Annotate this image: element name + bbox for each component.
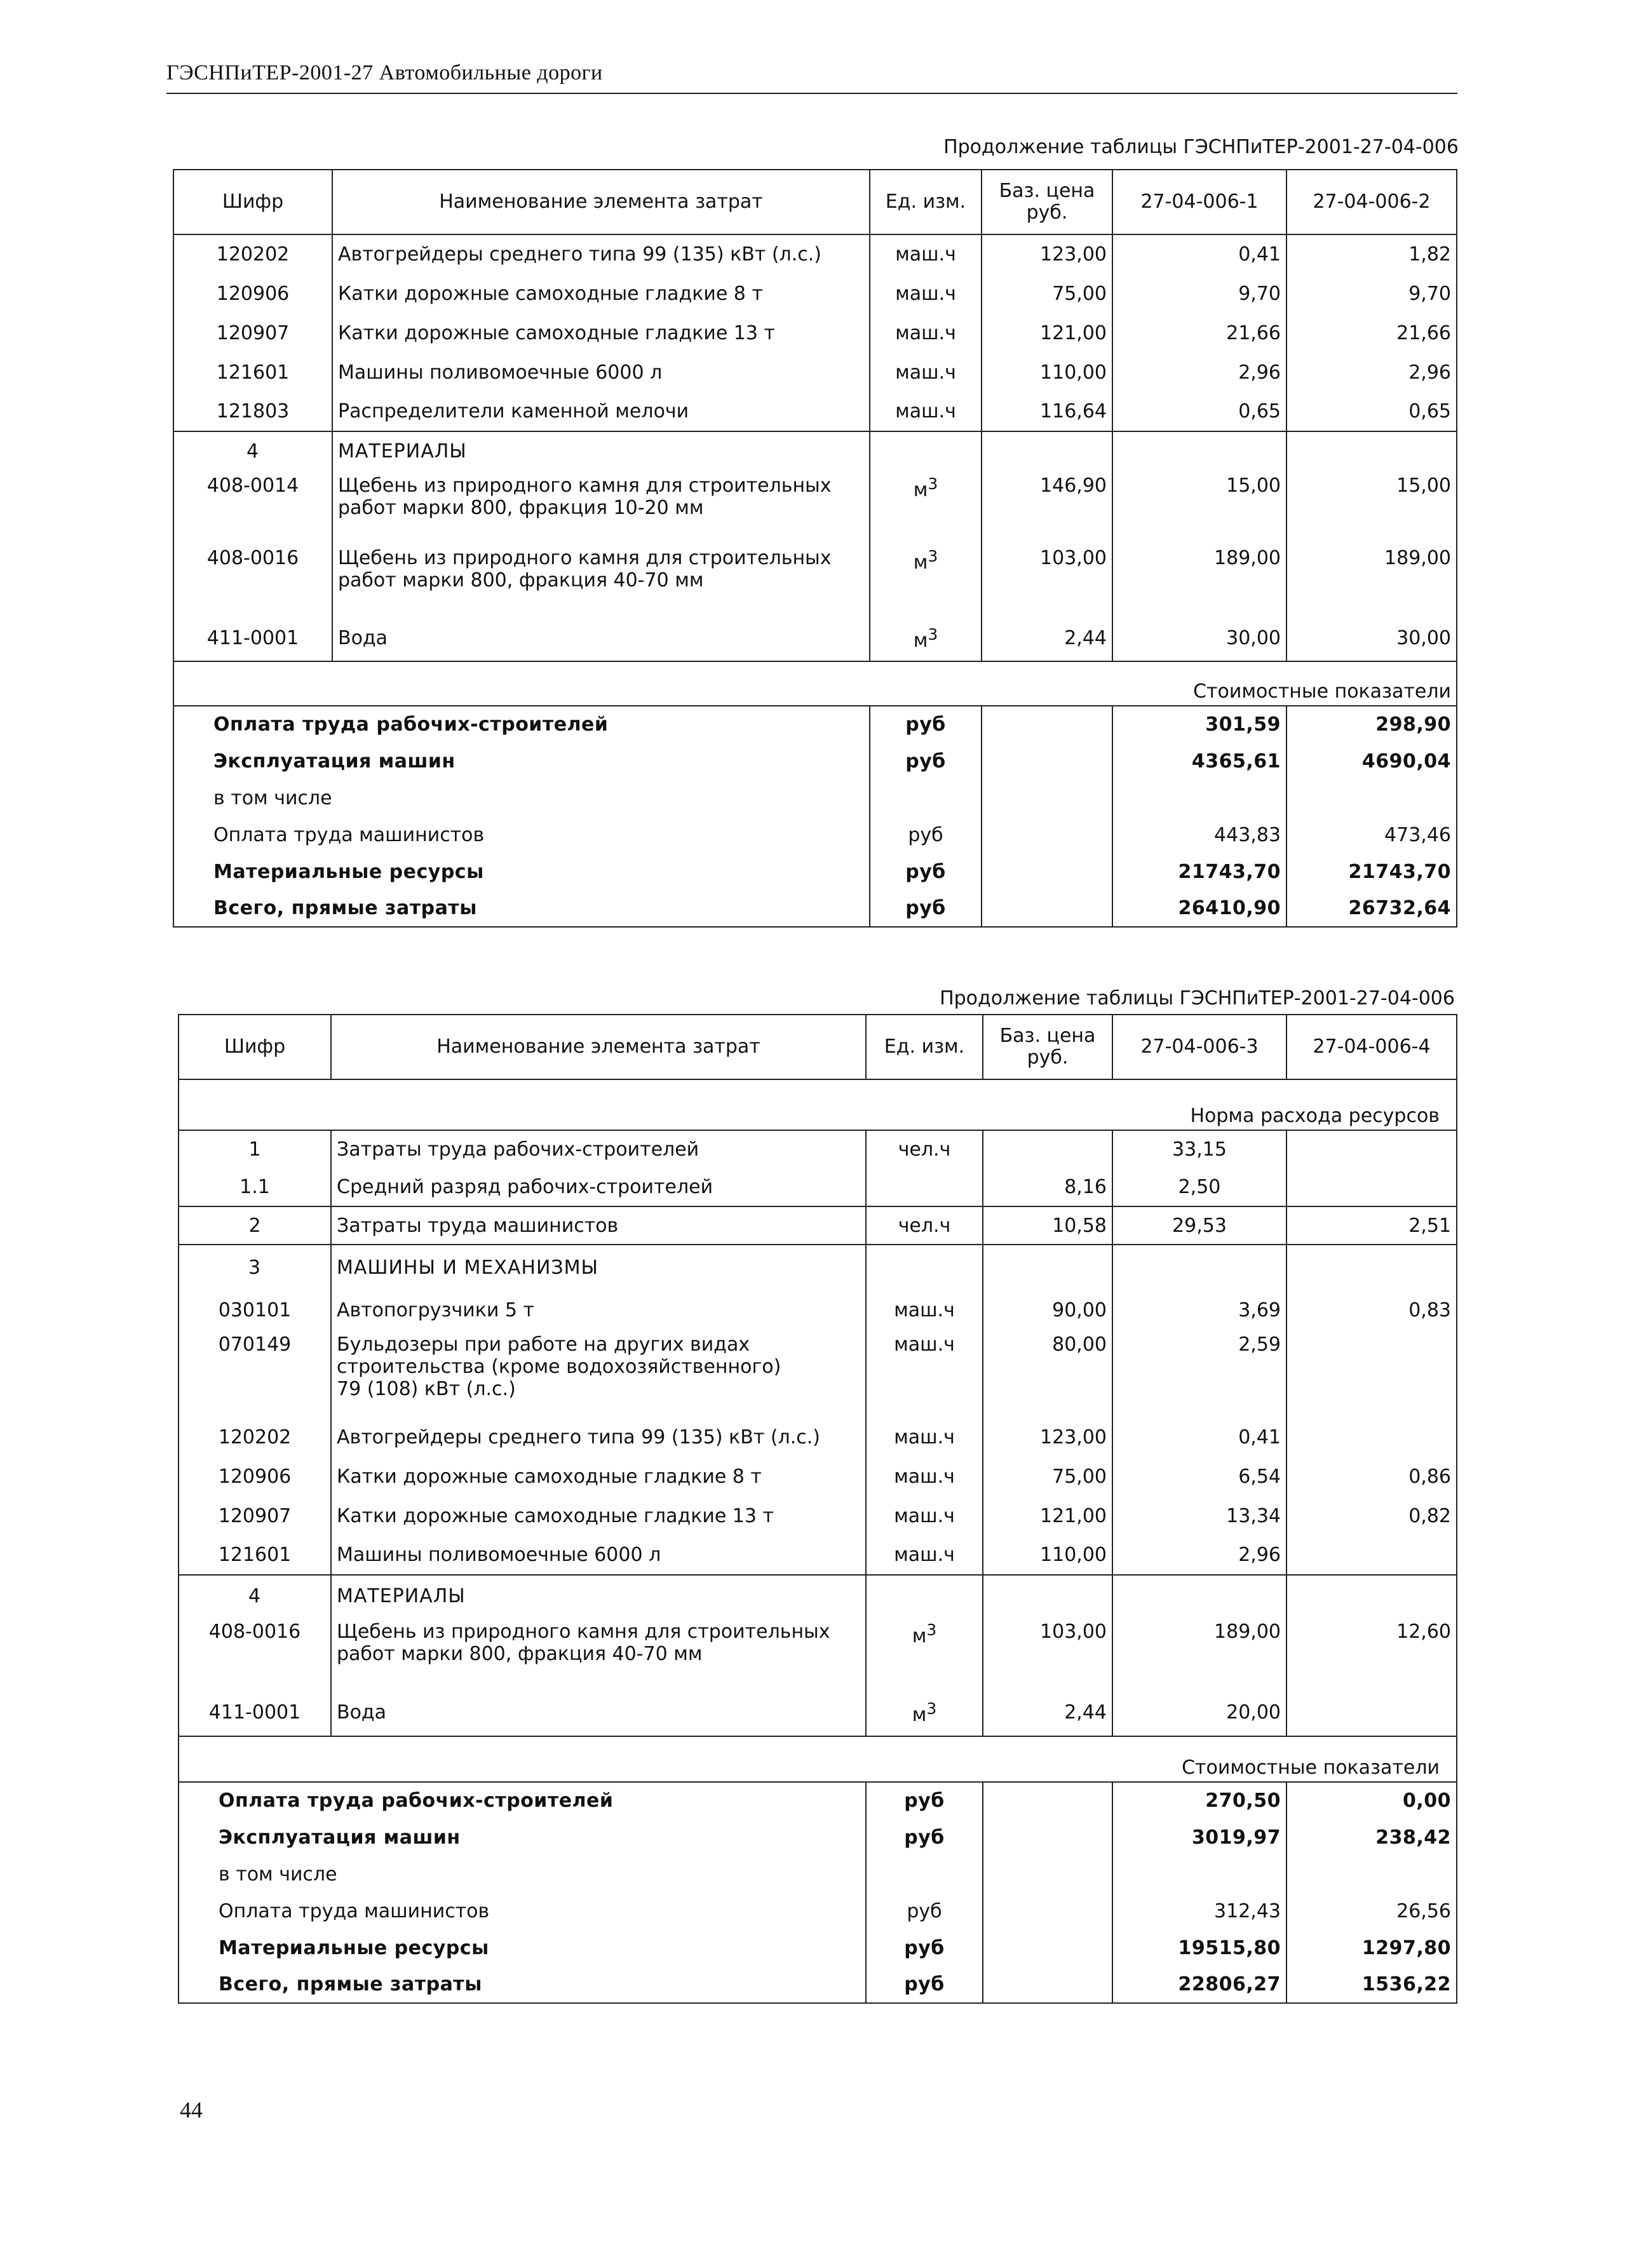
row-value-2: 9,70 bbox=[1286, 274, 1457, 313]
row-code: 120907 bbox=[179, 1496, 331, 1536]
header-col1: 27-04-006-1 bbox=[1112, 170, 1286, 234]
row-code: 070149 bbox=[179, 1330, 331, 1417]
section-row bbox=[179, 1245, 1457, 1290]
section-title: МАТЕРИАЛЫ bbox=[331, 1575, 866, 1617]
header-col1: 27-04-006-3 bbox=[1112, 1015, 1286, 1079]
cost-value-2: 0,00 bbox=[1286, 1782, 1457, 1819]
cost-value-1: 270,50 bbox=[1112, 1782, 1286, 1819]
cost-unit: руб bbox=[870, 706, 982, 743]
cost-label: Оплата труда рабочих-строителей bbox=[179, 1782, 866, 1819]
table-header-row bbox=[173, 170, 1457, 234]
row-price bbox=[983, 1130, 1112, 1168]
page-number: 44 bbox=[180, 2097, 203, 2123]
cost-row bbox=[173, 853, 1457, 890]
header-rule bbox=[166, 93, 1457, 94]
row-value-1: 189,00 bbox=[1112, 1617, 1286, 1689]
section-row bbox=[173, 431, 1457, 471]
header-price: Баз. цена руб. bbox=[982, 170, 1112, 234]
row-code: 408-0014 bbox=[173, 471, 332, 543]
cost-value-1: 22806,27 bbox=[1112, 1966, 1286, 2003]
row-code: 411-0001 bbox=[173, 616, 332, 661]
row-unit: маш.ч bbox=[866, 1417, 983, 1457]
row-unit: $м^3$ bbox=[866, 1689, 983, 1736]
row-value-2: 0,86 bbox=[1286, 1457, 1457, 1496]
row-price: 121,00 bbox=[983, 1496, 1112, 1536]
row-name: Средний разряд рабочих-строителей bbox=[331, 1168, 866, 1206]
row-code: 030101 bbox=[179, 1290, 331, 1330]
row-name-line-2: работ марки 800, фракция 10-20 мм bbox=[338, 497, 704, 519]
row-name: Катки дорожные самоходные гладкие 13 т bbox=[331, 1496, 866, 1536]
section-row bbox=[179, 1575, 1457, 1617]
row-value-1: 21,66 bbox=[1112, 313, 1286, 353]
row-value-2: 21,66 bbox=[1286, 313, 1457, 353]
section-code: 4 bbox=[179, 1575, 331, 1617]
header-unit: Ед. изм. bbox=[866, 1015, 983, 1079]
row-price: 121,00 bbox=[982, 313, 1112, 353]
row-name: Вода bbox=[331, 1689, 866, 1736]
row-unit: маш.ч bbox=[870, 313, 982, 353]
row-value-2: 30,00 bbox=[1286, 616, 1457, 661]
row-value-2 bbox=[1286, 1168, 1457, 1206]
row-price: 103,00 bbox=[983, 1617, 1112, 1689]
cost-row bbox=[179, 1782, 1457, 1819]
cost-label: Эксплуатация машин bbox=[173, 743, 870, 780]
header-name: Наименование элемента затрат bbox=[331, 1015, 866, 1079]
cost-value-1: 4365,61 bbox=[1112, 743, 1286, 780]
row-value-1: 20,00 bbox=[1112, 1689, 1286, 1736]
table-row bbox=[179, 1617, 1457, 1689]
row-value-1: 6,54 bbox=[1112, 1457, 1286, 1496]
row-value-1: 0,41 bbox=[1112, 1417, 1286, 1457]
row-price: 103,00 bbox=[982, 543, 1112, 616]
cost-label: Материальные ресурсы bbox=[179, 1929, 866, 1966]
row-code: 120906 bbox=[173, 274, 332, 313]
header-col2: 27-04-006-4 bbox=[1286, 1015, 1457, 1079]
row-value-2 bbox=[1286, 1689, 1457, 1736]
cost-label: в том числе bbox=[179, 1856, 866, 1893]
cost-label: Материальные ресурсы bbox=[173, 853, 870, 890]
row-price: 10,58 bbox=[983, 1206, 1112, 1245]
row-code: 120202 bbox=[179, 1417, 331, 1457]
row-code: 1.1 bbox=[179, 1168, 331, 1206]
table1-caption: Продолжение таблицы ГЭСНПиТЕР-2001-27-04-006 bbox=[943, 136, 1459, 158]
row-value-1: 0,65 bbox=[1112, 392, 1286, 431]
norm-label-row bbox=[179, 1079, 1457, 1130]
running-header: ГЭСНПиТЕР-2001-27 Автомобильные дороги bbox=[166, 61, 603, 84]
cost-row bbox=[173, 706, 1457, 743]
row-name: Катки дорожные самоходные гладкие 8 т bbox=[332, 274, 870, 313]
row-code: 121803 bbox=[173, 392, 332, 431]
cost-value-2: 1536,22 bbox=[1286, 1966, 1457, 2003]
row-unit: маш.ч bbox=[870, 392, 982, 431]
row-code: 120202 bbox=[173, 234, 332, 274]
row-name: Машины поливомоечные 6000 л bbox=[332, 353, 870, 392]
cost-value-2: 4690,04 bbox=[1286, 743, 1457, 780]
cost-section-label: Стоимостные показатели bbox=[173, 661, 1457, 706]
row-name: Автопогрузчики 5 т bbox=[331, 1290, 866, 1330]
row-name-line-2: строительства (кроме водохозяйственного) bbox=[337, 1356, 781, 1378]
header-code: Шифр bbox=[173, 170, 332, 234]
row-code: 1 bbox=[179, 1130, 331, 1168]
header-price: Баз. цена руб. bbox=[983, 1015, 1112, 1079]
cost-row bbox=[179, 1893, 1457, 1929]
row-price: 90,00 bbox=[983, 1290, 1112, 1330]
cost-label: Всего, прямые затраты bbox=[179, 1966, 866, 2003]
cost-label: Оплата труда машинистов bbox=[179, 1893, 866, 1929]
row-unit: чел.ч bbox=[866, 1130, 983, 1168]
row-value-2: 1,82 bbox=[1286, 234, 1457, 274]
row-value-2: 2,96 bbox=[1286, 353, 1457, 392]
row-name: Вода bbox=[332, 616, 870, 661]
table-row bbox=[179, 1290, 1457, 1330]
table-row bbox=[173, 234, 1457, 274]
header-code: Шифр bbox=[179, 1015, 331, 1079]
row-price: 75,00 bbox=[982, 274, 1112, 313]
row-value-1: 2,96 bbox=[1112, 1536, 1286, 1575]
row-name: Катки дорожные самоходные гладкие 8 т bbox=[331, 1457, 866, 1496]
cost-row bbox=[179, 1856, 1457, 1893]
table2-caption: Продолжение таблицы ГЭСНПиТЕР-2001-27-04-006 bbox=[940, 987, 1455, 1009]
row-price: 2,44 bbox=[983, 1689, 1112, 1736]
cost-table-2 bbox=[178, 1014, 1457, 2004]
cost-value-1: 21743,70 bbox=[1112, 853, 1286, 890]
cost-value-1: 443,83 bbox=[1112, 816, 1286, 853]
row-unit: чел.ч bbox=[866, 1206, 983, 1245]
section-title: МАШИНЫ И МЕХАНИЗМЫ bbox=[331, 1245, 866, 1290]
table-row bbox=[179, 1417, 1457, 1457]
row-name: Автогрейдеры среднего типа 99 (135) кВт (л.с.) bbox=[331, 1417, 866, 1457]
cost-label: Оплата труда рабочих-строителей bbox=[173, 706, 870, 743]
row-price: 80,00 bbox=[983, 1330, 1112, 1417]
row-price: 110,00 bbox=[982, 353, 1112, 392]
row-name bbox=[331, 1617, 866, 1689]
row-value-1: 33,15 bbox=[1112, 1130, 1286, 1168]
row-name-line-1: Щебень из природного камня для строительных bbox=[337, 1621, 830, 1643]
row-unit: $м^3$ bbox=[870, 471, 982, 543]
table-row bbox=[173, 543, 1457, 616]
row-value-1: 0,41 bbox=[1112, 234, 1286, 274]
cost-label: Эксплуатация машин bbox=[179, 1819, 866, 1856]
cost-value-2: 298,90 bbox=[1286, 706, 1457, 743]
row-value-2 bbox=[1286, 1130, 1457, 1168]
row-value-1: 29,53 bbox=[1112, 1206, 1286, 1245]
cost-unit: руб bbox=[870, 890, 982, 927]
cost-row bbox=[179, 1929, 1457, 1966]
table-row bbox=[173, 616, 1457, 661]
cost-unit: руб bbox=[866, 1782, 983, 1819]
row-name: Машины поливомоечные 6000 л bbox=[331, 1536, 866, 1575]
row-value-2: 2,51 bbox=[1286, 1206, 1457, 1245]
table-row bbox=[179, 1689, 1457, 1736]
cost-unit: руб bbox=[870, 816, 982, 853]
section-title: МАТЕРИАЛЫ bbox=[332, 431, 870, 471]
cost-section-label: Стоимостные показатели bbox=[179, 1736, 1457, 1782]
cost-value-2: 1297,80 bbox=[1286, 1929, 1457, 1966]
cost-value-1: 312,43 bbox=[1112, 1893, 1286, 1929]
row-code: 408-0016 bbox=[173, 543, 332, 616]
row-name-line-2: работ марки 800, фракция 40-70 мм bbox=[337, 1643, 703, 1665]
cost-row bbox=[179, 1819, 1457, 1856]
row-unit: маш.ч bbox=[870, 353, 982, 392]
table-row bbox=[179, 1536, 1457, 1575]
cost-value-2: 26,56 bbox=[1286, 1893, 1457, 1929]
row-value-1: 2,96 bbox=[1112, 353, 1286, 392]
row-value-1: 15,00 bbox=[1112, 471, 1286, 543]
row-price: 123,00 bbox=[983, 1417, 1112, 1457]
row-value-2: 0,65 bbox=[1286, 392, 1457, 431]
cost-value-1: 19515,80 bbox=[1112, 1929, 1286, 1966]
row-price: 123,00 bbox=[982, 234, 1112, 274]
cost-value-2: 473,46 bbox=[1286, 816, 1457, 853]
cost-row bbox=[173, 780, 1457, 816]
cost-value-2: 21743,70 bbox=[1286, 853, 1457, 890]
table-row bbox=[179, 1496, 1457, 1536]
row-value-1: 3,69 bbox=[1112, 1290, 1286, 1330]
row-value-2: 0,82 bbox=[1286, 1496, 1457, 1536]
row-value-2: 189,00 bbox=[1286, 543, 1457, 616]
cost-value-2: 238,42 bbox=[1286, 1819, 1457, 1856]
row-code: 120906 bbox=[179, 1457, 331, 1496]
header-unit: Ед. изм. bbox=[870, 170, 982, 234]
cost-row bbox=[173, 743, 1457, 780]
row-code: 121601 bbox=[179, 1536, 331, 1575]
row-value-2: 0,83 bbox=[1286, 1290, 1457, 1330]
row-name bbox=[332, 471, 870, 543]
row-price: 116,64 bbox=[982, 392, 1112, 431]
header-col2: 27-04-006-2 bbox=[1286, 170, 1457, 234]
cost-value-1: 301,59 bbox=[1112, 706, 1286, 743]
row-value-1: 2,50 bbox=[1112, 1168, 1286, 1206]
row-name: Распределители каменной мелочи bbox=[332, 392, 870, 431]
row-unit: маш.ч bbox=[870, 234, 982, 274]
row-price: 146,90 bbox=[982, 471, 1112, 543]
row-name-line-2: работ марки 800, фракция 40-70 мм bbox=[338, 569, 704, 591]
table-row bbox=[179, 1457, 1457, 1496]
cost-unit: руб bbox=[866, 1819, 983, 1856]
cost-unit: руб bbox=[866, 1929, 983, 1966]
row-unit: маш.ч bbox=[866, 1330, 983, 1417]
row-code: 2 bbox=[179, 1206, 331, 1245]
cost-section-label-row bbox=[173, 661, 1457, 706]
cost-section-label-row bbox=[179, 1736, 1457, 1782]
row-name-line-1: Бульдозеры при работе на других видах bbox=[337, 1333, 750, 1356]
row-price: 110,00 bbox=[983, 1536, 1112, 1575]
row-name: Затраты труда рабочих-строителей bbox=[331, 1130, 866, 1168]
row-unit bbox=[866, 1168, 983, 1206]
cost-row bbox=[179, 1966, 1457, 2003]
table-header-row bbox=[179, 1015, 1457, 1079]
row-name-line-3: 79 (108) кВт (л.с.) bbox=[337, 1378, 516, 1400]
table-row bbox=[173, 313, 1457, 353]
row-unit: маш.ч bbox=[866, 1457, 983, 1496]
row-name bbox=[331, 1330, 866, 1417]
row-unit: $м^3$ bbox=[870, 543, 982, 616]
row-value-1: 189,00 bbox=[1112, 543, 1286, 616]
row-unit: маш.ч bbox=[870, 274, 982, 313]
row-value-2: 12,60 bbox=[1286, 1617, 1457, 1689]
row-unit: маш.ч bbox=[866, 1536, 983, 1575]
row-value-2 bbox=[1286, 1330, 1457, 1417]
row-unit: маш.ч bbox=[866, 1290, 983, 1330]
row-value-1: 2,59 bbox=[1112, 1330, 1286, 1417]
cost-unit: руб bbox=[870, 743, 982, 780]
row-unit: маш.ч bbox=[866, 1496, 983, 1536]
row-value-2 bbox=[1286, 1417, 1457, 1457]
row-code: 120907 bbox=[173, 313, 332, 353]
row-value-2 bbox=[1286, 1536, 1457, 1575]
row-value-2: 15,00 bbox=[1286, 471, 1457, 543]
row-price: 8,16 bbox=[983, 1168, 1112, 1206]
cost-value-1: 26410,90 bbox=[1112, 890, 1286, 927]
row-value-1: 30,00 bbox=[1112, 616, 1286, 661]
row-code: 411-0001 bbox=[179, 1689, 331, 1736]
table-row bbox=[179, 1168, 1457, 1206]
cost-unit: руб bbox=[870, 853, 982, 890]
table-row bbox=[179, 1206, 1457, 1245]
cost-row bbox=[173, 890, 1457, 927]
row-name-line-1: Щебень из природного камня для строительных bbox=[338, 547, 832, 569]
row-name-line-1: Щебень из природного камня для строительных bbox=[338, 475, 832, 497]
table-row bbox=[173, 392, 1457, 431]
cost-row bbox=[173, 816, 1457, 853]
section-code: 3 bbox=[179, 1245, 331, 1290]
table-row bbox=[179, 1330, 1457, 1417]
row-name: Затраты труда машинистов bbox=[331, 1206, 866, 1245]
table-row bbox=[173, 471, 1457, 543]
cost-value-1: 3019,97 bbox=[1112, 1819, 1286, 1856]
table-row bbox=[173, 353, 1457, 392]
norm-section-label: Норма расхода ресурсов bbox=[179, 1079, 1457, 1130]
row-name: Автогрейдеры среднего типа 99 (135) кВт (л.с.) bbox=[332, 234, 870, 274]
cost-label: Оплата труда машинистов bbox=[173, 816, 870, 853]
row-value-1: 9,70 bbox=[1112, 274, 1286, 313]
cost-label: в том числе bbox=[173, 780, 870, 816]
header-name: Наименование элемента затрат bbox=[332, 170, 870, 234]
row-code: 408-0016 bbox=[179, 1617, 331, 1689]
cost-unit: руб bbox=[866, 1893, 983, 1929]
table-row bbox=[173, 274, 1457, 313]
table-row bbox=[179, 1130, 1457, 1168]
cost-value-2: 26732,64 bbox=[1286, 890, 1457, 927]
row-unit: $м^3$ bbox=[870, 616, 982, 661]
row-price: 2,44 bbox=[982, 616, 1112, 661]
cost-label: Всего, прямые затраты bbox=[173, 890, 870, 927]
row-name: Катки дорожные самоходные гладкие 13 т bbox=[332, 313, 870, 353]
row-code: 121601 bbox=[173, 353, 332, 392]
row-price: 75,00 bbox=[983, 1457, 1112, 1496]
cost-table-1 bbox=[173, 169, 1457, 928]
row-name bbox=[332, 543, 870, 616]
section-code: 4 bbox=[173, 431, 332, 471]
row-value-1: 13,34 bbox=[1112, 1496, 1286, 1536]
cost-unit: руб bbox=[866, 1966, 983, 2003]
row-unit: $м^3$ bbox=[866, 1617, 983, 1689]
